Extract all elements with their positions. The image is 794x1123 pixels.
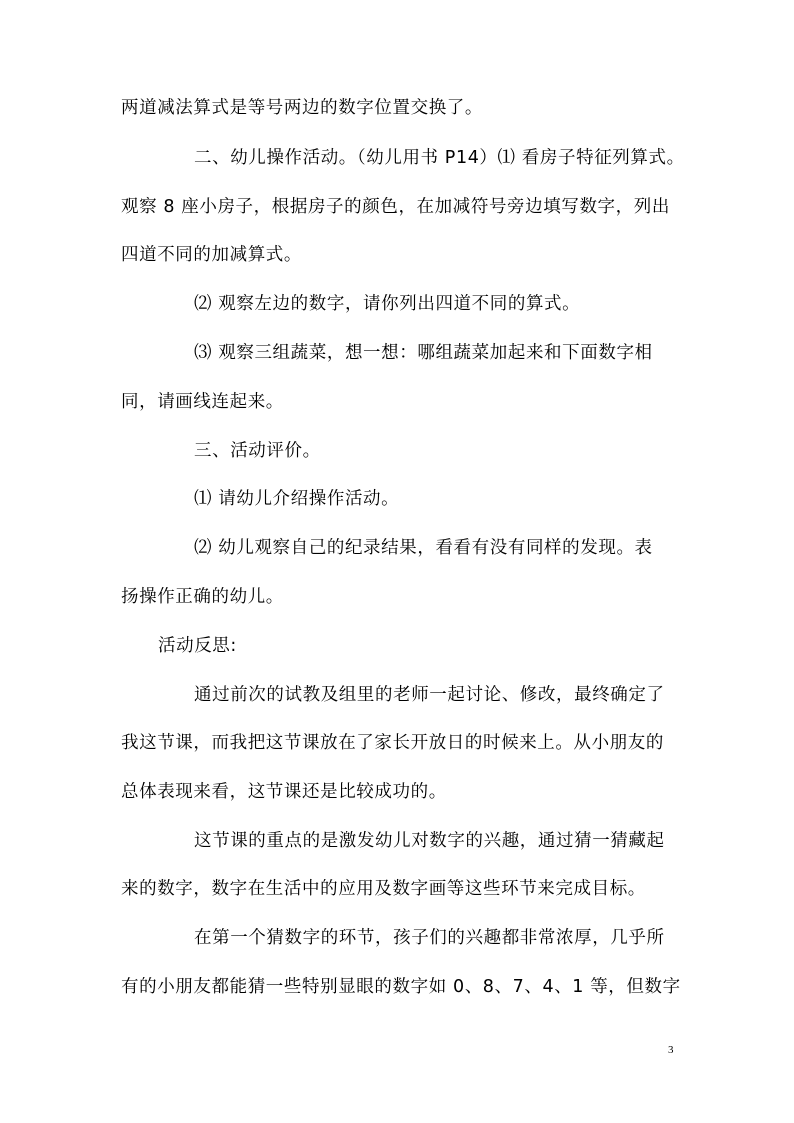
page-number: 3 <box>668 1044 674 1056</box>
paragraph-line: 四道不同的加减算式。 <box>121 245 302 265</box>
paragraph-line: ⑵ 幼儿观察自己的纪录结果，看看有没有同样的发现。表 <box>194 538 653 558</box>
paragraph-line: 我这节课，而我把这节课放在了家长开放日的时候来上。从小朋友的 <box>121 733 664 753</box>
paragraph-line: 来的数字，数字在生活中的应用及数字画等这些环节来完成目标。 <box>121 879 646 899</box>
paragraph-line: 这节课的重点的是激发幼儿对数字的兴趣，通过猜一猜藏起 <box>194 831 665 851</box>
paragraph-line: 扬操作正确的幼儿。 <box>121 587 284 607</box>
paragraph-line: 总体表现来看，这节课还是比较成功的。 <box>121 782 447 802</box>
paragraph-line: 有的小朋友都能猜一些特别显眼的数字如 0、8、7、4、1 等，但数字 <box>121 977 681 997</box>
paragraph-line: 两道减法算式是等号两边的数字位置交换了。 <box>121 98 483 118</box>
paragraph-line: ⑶ 观察三组蔬菜，想一想：哪组蔬菜加起来和下面数字相 <box>194 343 653 363</box>
paragraph-line: 观察 8 座小房子，根据房子的颜色，在加减符号旁边填写数字，列出 <box>121 197 670 217</box>
paragraph-line: 同，请画线连起来。 <box>121 392 284 412</box>
section-heading-operation: 二、幼儿操作活动。（幼儿用书 P14）⑴ 看房子特征列算式。 <box>194 148 685 168</box>
section-heading-reflection: 活动反思: <box>158 636 237 656</box>
paragraph-line: ⑵ 观察左边的数字，请你列出四道不同的算式。 <box>194 294 581 314</box>
paragraph-line: 在第一个猜数字的环节，孩子们的兴趣都非常浓厚，几乎所 <box>194 928 665 948</box>
paragraph-line: ⑴ 请幼儿介绍操作活动。 <box>194 489 400 509</box>
paragraph-line: 通过前次的试教及组里的老师一起讨论、修改，最终确定了 <box>194 685 665 705</box>
section-heading-evaluation: 三、活动评价。 <box>194 441 321 461</box>
